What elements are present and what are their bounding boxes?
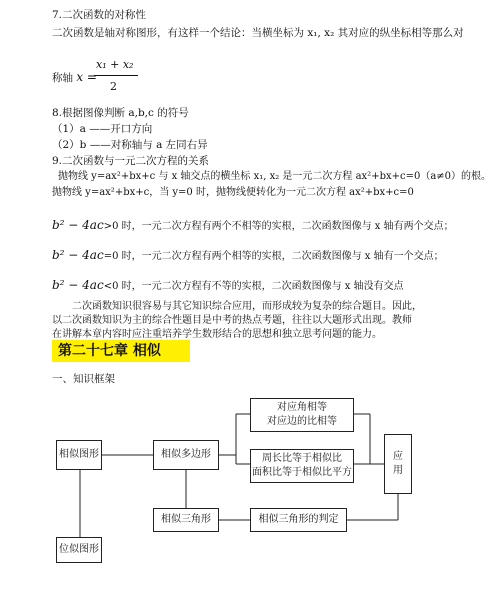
sec9-line2: 抛物线 y=ax²+bx+c，当 y=0 时，抛物线便转化为一元二次方程 ax²+bx+c=0 (52, 187, 414, 198)
axis-label: 称轴 (52, 72, 73, 84)
node-similar-figures: 相似图形 (56, 440, 102, 470)
sec7-line1: 二次函数是轴对称图形，有这样一个结论：当横坐标为 x₁, x₂ 其对应的纵坐标相等那么对 (52, 27, 464, 39)
sec8-item2: （2）b ——对称轴与 a 左同右异 (52, 139, 208, 151)
node-triangle-criteria: 相似三角形的判定 (250, 508, 347, 532)
axis-lhs: x = (76, 70, 97, 84)
sec8-item1: （1）a ——开口方向 (52, 123, 153, 135)
disc1-text: >0 时，一元二次方程有两个不相等的实根，二次函数图像与 x 轴有两个交点； (103, 221, 454, 232)
sec9-line1: 抛物线 y=ax²+bx+c 与 x 轴交点的横坐标 x₁, x₂ 是一元二次方程 ax²+bx+c=0（a≠0）的根。 (58, 171, 492, 182)
chapter-title: 第二十七章 相似 (52, 340, 190, 362)
node-application: 应 用 (384, 434, 412, 494)
para-line2: 以二次函数知识为主的综合性题目是中考的热点考题，往往以大题形式出现。教师 (52, 315, 412, 326)
disc1-expr: b² − 4ac (52, 218, 104, 232)
para-line3: 在讲解本章内容时应注重培养学生数形结合的思想和独立思考问题的能力。 (52, 329, 382, 340)
framework-heading: 一、知识框架 (52, 373, 115, 385)
disc3-text: <0 时，一元二次方程有不等的实根，二次函数图像与 x 轴没有交点 (103, 281, 404, 292)
fraction-numerator: x₁ + x₂ (96, 58, 134, 71)
fraction-denominator: 2 (110, 80, 117, 93)
node-perimeter-area: 周长比等于相似比 面积比等于相似比平方 (250, 449, 354, 483)
disc2-expr: b² − 4ac (52, 248, 104, 262)
node-similar-polygons: 相似多边形 (153, 440, 219, 470)
sec9-heading: 9.二次函数与一元二次方程的关系 (52, 155, 210, 167)
node-angles-sides: 对应角相等 对应边的比相等 (250, 398, 354, 432)
node-similar-triangles: 相似三角形 (153, 508, 219, 532)
node-homothetic: 位似图形 (56, 537, 102, 563)
sec7-heading: 7.二次函数的对称性 (52, 9, 147, 21)
para-line1: 二次函数知识很容易与其它知识综合应用，而形成较为复杂的综合题目。因此， (72, 301, 422, 312)
disc2-text: =0 时，一元二次方程有两个相等的实根，二次函数图像与 x 轴有一个交点； (103, 251, 444, 262)
sec8-heading: 8.根据图像判断 a,b,c 的符号 (52, 107, 189, 119)
disc3-expr: b² − 4ac (52, 278, 104, 292)
